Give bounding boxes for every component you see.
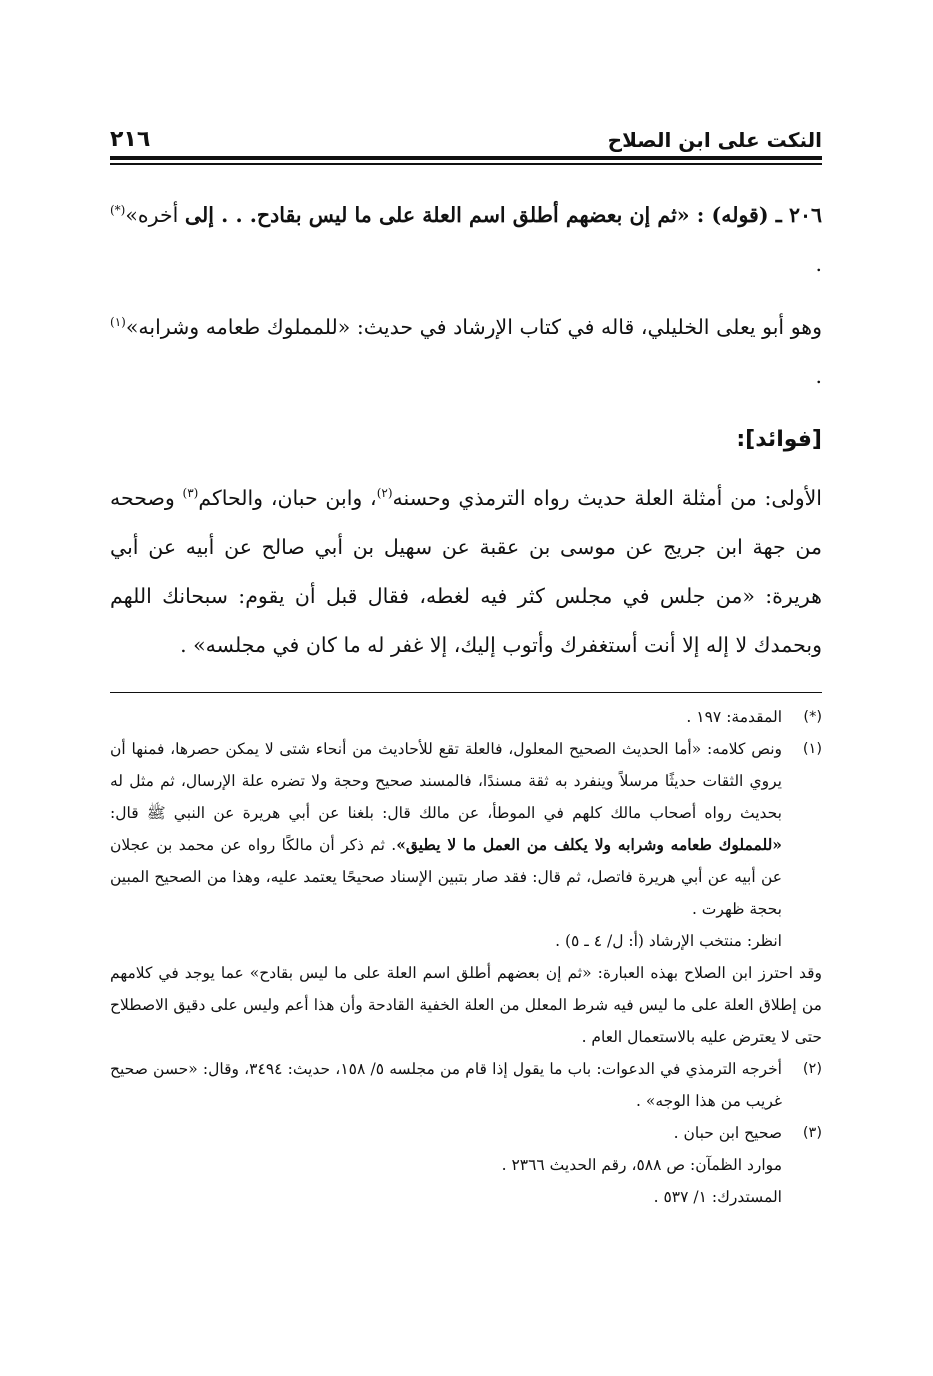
footnote-1: [110, 733, 822, 957]
page: [110, 118, 822, 1213]
footnote-text: المقدمة: ١٩٧ .: [686, 708, 782, 726]
entry-head-end: .: [815, 251, 822, 276]
footnote-mark: (٢): [802, 1061, 822, 1077]
footnote-ref-2: (٢): [376, 485, 393, 500]
footnote-text: صحيح ابن حبان .: [673, 1124, 782, 1142]
entry-head-text: ٢٠٦ ـ (قوله) : «ثم إن بعضهم أطلق اسم العلة على ما ليس بقادح. . . إلى: [184, 202, 822, 227]
paragraph-first-benefit: [110, 474, 822, 670]
footnote-1-text-b: . ثم ذكر أن مالكًا رواه عن محمد بن عجلان عن أبيه عن أبي هريرة فاتصل، ثم قال: فقد صار بتبين الإسناد صحيحًا يعتمد عليه، وهذا من الصحيح المبين بحجة ظهرت .: [110, 836, 782, 918]
first-benefit-part2: ، وابن حبان، والحاكم: [198, 485, 377, 510]
header-rule-thin: [110, 163, 822, 165]
footnote-ref-star: (*): [110, 202, 126, 217]
footnote-1-ref: انظر: منتخب الإرشاد (أ: ل/ ٤ ـ ٥) .: [555, 932, 782, 950]
page-number: ٢١٦: [110, 127, 151, 152]
footnote-2: [110, 1053, 822, 1117]
footnote-mark: (١): [802, 741, 822, 757]
footnote-mark: (٣): [802, 1125, 822, 1141]
page-header: [110, 118, 822, 152]
footnotes: [110, 701, 822, 1213]
footnote-3-line3: المستدرك: ١/ ٥٣٧ .: [653, 1188, 782, 1206]
footnote-1-hadith: «للمملوك طعامه وشرابه ولا يكلف من العمل ما لا يطيق»: [396, 835, 782, 854]
footnote-3: [110, 1117, 822, 1149]
first-benefit-part1: الأولى: من أمثلة العلة حديث رواه الترمذي وحسنه: [392, 485, 822, 510]
entry-heading: [110, 191, 822, 289]
paragraph-khalili-text: وهو أبو يعلى الخليلي، قاله في كتاب الإرشاد في حديث: «للمملوك طعامه وشرابه»: [125, 314, 822, 339]
footnote-mark: (*): [803, 709, 822, 725]
first-benefit-part3: وصححه من جهة ابن جريج عن موسى بن عقبة عن سهيل بن أبي صالح عن أبيه عن أبي هريرة: «من جلس في مجلس كثر فيه لغطه، فقال قبل أن يقوم: سبحانك اللهم وبحمدك لا إله إلا أنت أستغفرك وأتوب إليك، إلا غفر له ما كان في مجلسه» .: [110, 485, 822, 657]
paragraph-khalili-end: .: [815, 363, 822, 388]
footnote-1-text-a: ونص كلامه: «أما الحديث الصحيح المعلول، فالعلة تقع للأحاديث من أنحاء شتى لا يمكن حصرها، فمنها أن يروي الثقات حديثًا مرسلاً وينفرد به ثقة مسندًا، فالمسند صحيح وحجة ولا تضره علة الإرسال، ثم مثل له بحديث رواه أصحاب مالك كلهم في الموطأ، عن مالك قال: بلغنا عن أبي هريرة عن النبي ﷺ قال:: [110, 740, 782, 822]
entry-head-continuation: أخره»: [125, 202, 179, 227]
footnote-ref-3: (٣): [182, 485, 199, 500]
footnote-text: [110, 733, 782, 957]
footnote-3-line2: موارد الظمآن: ص ٥٨٨، رقم الحديث ٢٣٦٦ .: [501, 1156, 782, 1174]
paragraph-khalili: [110, 303, 822, 401]
footnote-star: [110, 701, 822, 733]
footnote-ref-1: (١): [110, 314, 126, 329]
footnote-text: أخرجه الترمذي في الدعوات: باب ما يقول إذا قام من مجلسه ٥/ ١٥٨، حديث: ٣٤٩٤، وقال: «حسن صحيح غريب من هذا الوجه» .: [110, 1060, 782, 1110]
running-title: النكت على ابن الصلاح: [607, 128, 822, 152]
main-text: [110, 191, 822, 670]
header-rule-thick: [110, 156, 822, 160]
footnote-1-extra: وقد احترز ابن الصلاح بهذه العبارة: «ثم إن بعضهم أطلق اسم العلة على ما ليس بقادح» عما يوجد في كلامهم من إطلاق العلة على ما ليس فيه شرط المعلل من العلة الخفية القادحة وأن هذا أعم وليس على دقيق الاصطلاح حتى لا يعترض عليه بالاستعمال العام .: [110, 964, 822, 1046]
fawaid-heading: [فوائد]:: [736, 426, 822, 452]
footnote-separator: [110, 692, 822, 694]
